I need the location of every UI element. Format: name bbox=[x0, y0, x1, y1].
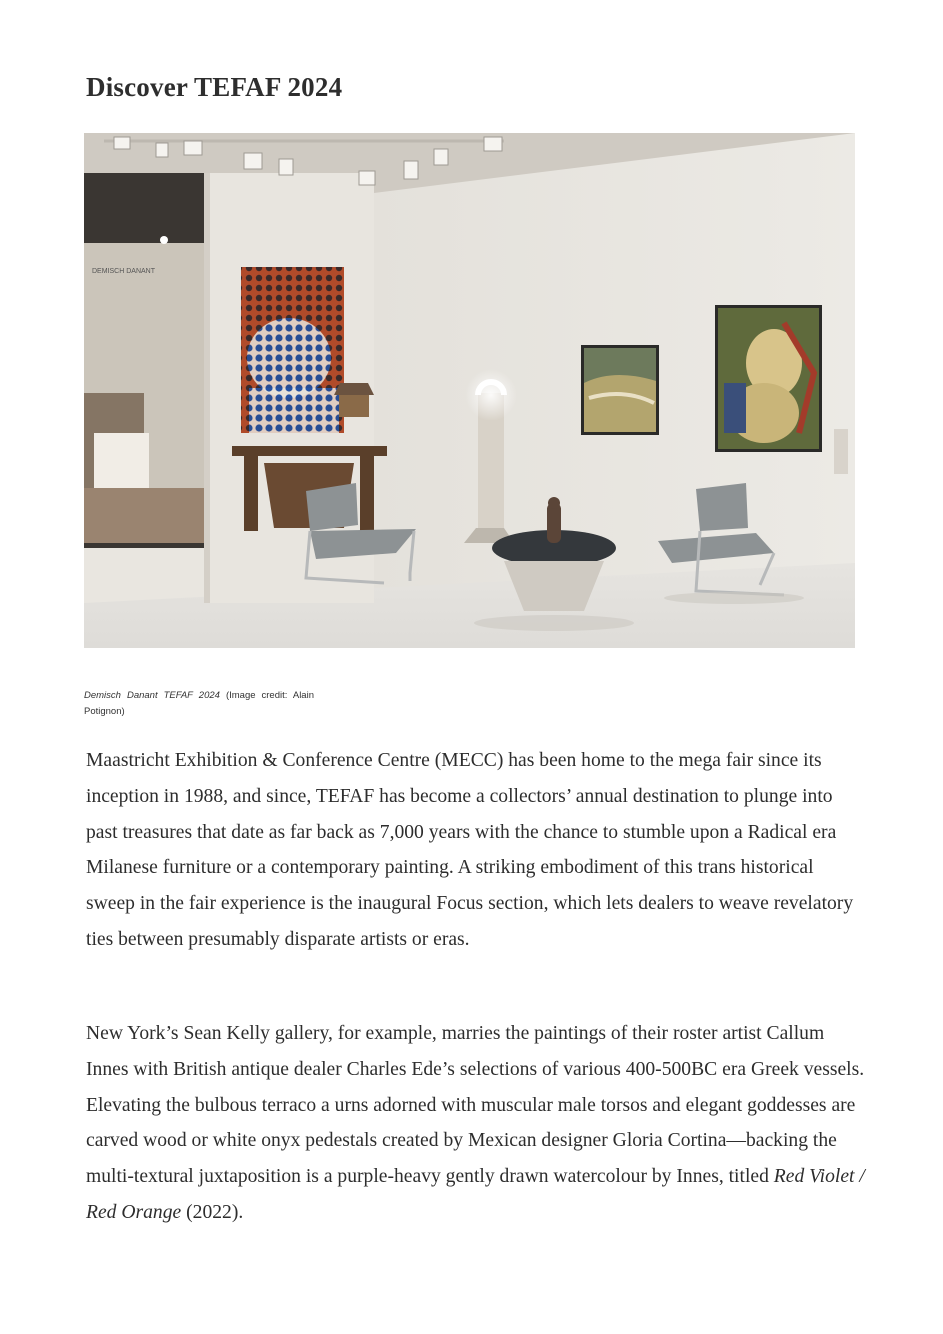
article-title: Discover TEFAF 2024 bbox=[86, 72, 343, 102]
paragraph-2-text: New York’s Sean Kelly gallery, for example, marries the paintings of their roster artist Callum Innes with British antique dealer Charles Ede’s selections of various 400-500BC era Greek vessels. Elevating the bulbous terraco a urns adorned with muscular male torsos and elegant goddesses are carved wood or white onyx pedestals created by Mexican designer Gloria Cortina—backing the multi-textural juxtaposition is a purple-heavy gently drawn watercolour by Innes, titled bbox=[86, 1023, 865, 1188]
caption-credit: (Image credit: Alain Potignon) bbox=[84, 690, 314, 717]
paragraph-2 bbox=[86, 1016, 866, 1231]
wall-sign-text: DEMISCH DANANT bbox=[92, 268, 156, 275]
artwork-year: (2022). bbox=[181, 1201, 244, 1223]
caption-title: Demisch Danant TEFAF 2024 bbox=[84, 690, 220, 701]
gallery-photo bbox=[84, 133, 855, 648]
paragraph-1: Maastricht Exhibition & Conference Centre (MECC) has been home to the mega fair since its inception in 1988, and since, TEFAF has become a collectors’ annual destination to plunge into past treasures that date as far back as 7,000 years with the chance to stumble upon a Radical era Milanese furniture or a contemporary painting. A striking embodiment of this trans historical sweep in the fair experience is the inaugural Focus section, which lets dealers to weave revelatory ties between presumably disparate artists or eras. bbox=[86, 750, 854, 950]
artwork-title: Red Violet / Red Orange bbox=[86, 1166, 865, 1223]
image-caption bbox=[84, 688, 314, 720]
